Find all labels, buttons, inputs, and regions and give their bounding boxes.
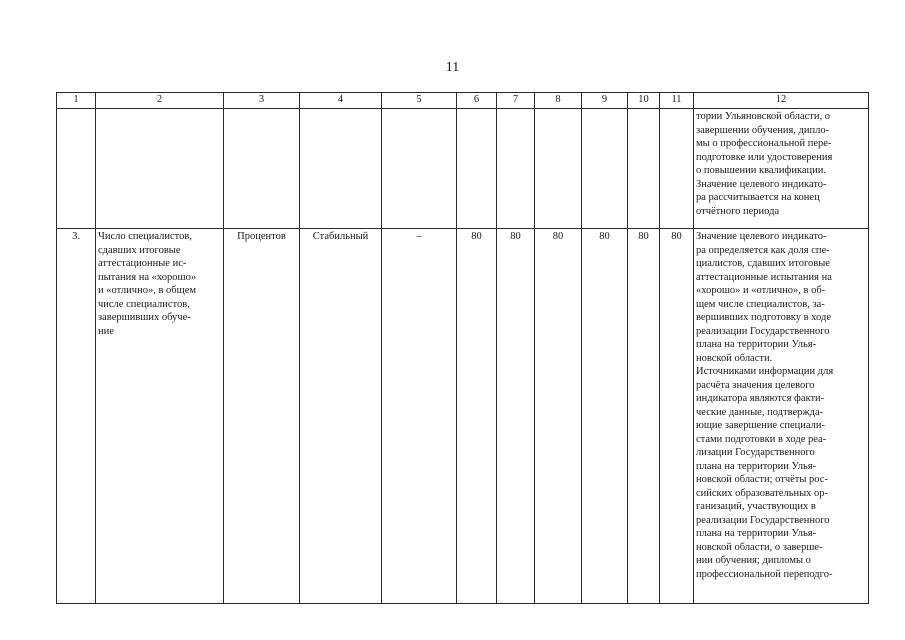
table-row-indicator-3: [57, 229, 869, 604]
table-cell: [628, 109, 660, 229]
column-number: 12: [694, 93, 869, 109]
indicator-table: [56, 92, 869, 604]
table-cell: [660, 109, 694, 229]
target-value: 80: [582, 229, 628, 604]
target-value: 80: [497, 229, 535, 604]
table-cell: [497, 109, 535, 229]
target-value: 80: [628, 229, 660, 604]
table-cell: [57, 109, 96, 229]
column-number: 3: [224, 93, 300, 109]
target-value: 80: [457, 229, 497, 604]
table-cell: [300, 109, 382, 229]
indicator-name: Число специалистов, сдавших итоговые аттестационные ис- пытания на «хорошо» и «отлично», в общем числе специалистов, завершивших обуче- ние: [96, 229, 224, 604]
base-value: –: [382, 229, 457, 604]
column-number: 4: [300, 93, 382, 109]
table-cell: [382, 109, 457, 229]
methodology-text: Значение целевого индикато- ра определяется как доля спе- циалистов, сдавших итоговые аттестационные испытания на «хорошо» и «отлично», в об- щем числе специалистов, за- вершивших подготовку в ходе реализации Государственного плана на территории Улья- новской области. Источниками информации для расчёта значения целевого индикатора являются факти- ческие данные, подтвержда- ющие завершение специали- стами подготовки в ходе реа- лизации Государственного плана на территории Улья- новской области; отчёты рос- сийских образовательных ор- ганизаций, участвующих в реализации Государственного плана на территории Улья- новской области, о заверше- нии обучения; дипломы о профессиональной переподго-: [694, 229, 869, 604]
table-cell: [224, 109, 300, 229]
column-number: 6: [457, 93, 497, 109]
column-number: 9: [582, 93, 628, 109]
methodology-text-continued: тории Ульяновской области, о завершении обучения, дипло- мы о профессиональной пере- подготовке или удостоверения о повышении квалификации. Значение целевого индикато- ра рассчитывается на конец отчётного периода: [694, 109, 869, 229]
column-number: 11: [660, 93, 694, 109]
table-cell: [535, 109, 582, 229]
table-cell: [582, 109, 628, 229]
indicator-dynamics: Стабильный: [300, 229, 382, 604]
column-number: 1: [57, 93, 96, 109]
table-row-continuation: [57, 109, 869, 229]
column-number: 10: [628, 93, 660, 109]
column-number: 8: [535, 93, 582, 109]
column-number: 2: [96, 93, 224, 109]
row-number: 3.: [57, 229, 96, 604]
column-number-row: [57, 93, 869, 109]
unit-of-measure: Процентов: [224, 229, 300, 604]
target-value: 80: [535, 229, 582, 604]
page-number: 11: [445, 60, 460, 75]
column-number: 5: [382, 93, 457, 109]
table-cell: [96, 109, 224, 229]
column-number: 7: [497, 93, 535, 109]
target-value: 80: [660, 229, 694, 604]
table-cell: [457, 109, 497, 229]
